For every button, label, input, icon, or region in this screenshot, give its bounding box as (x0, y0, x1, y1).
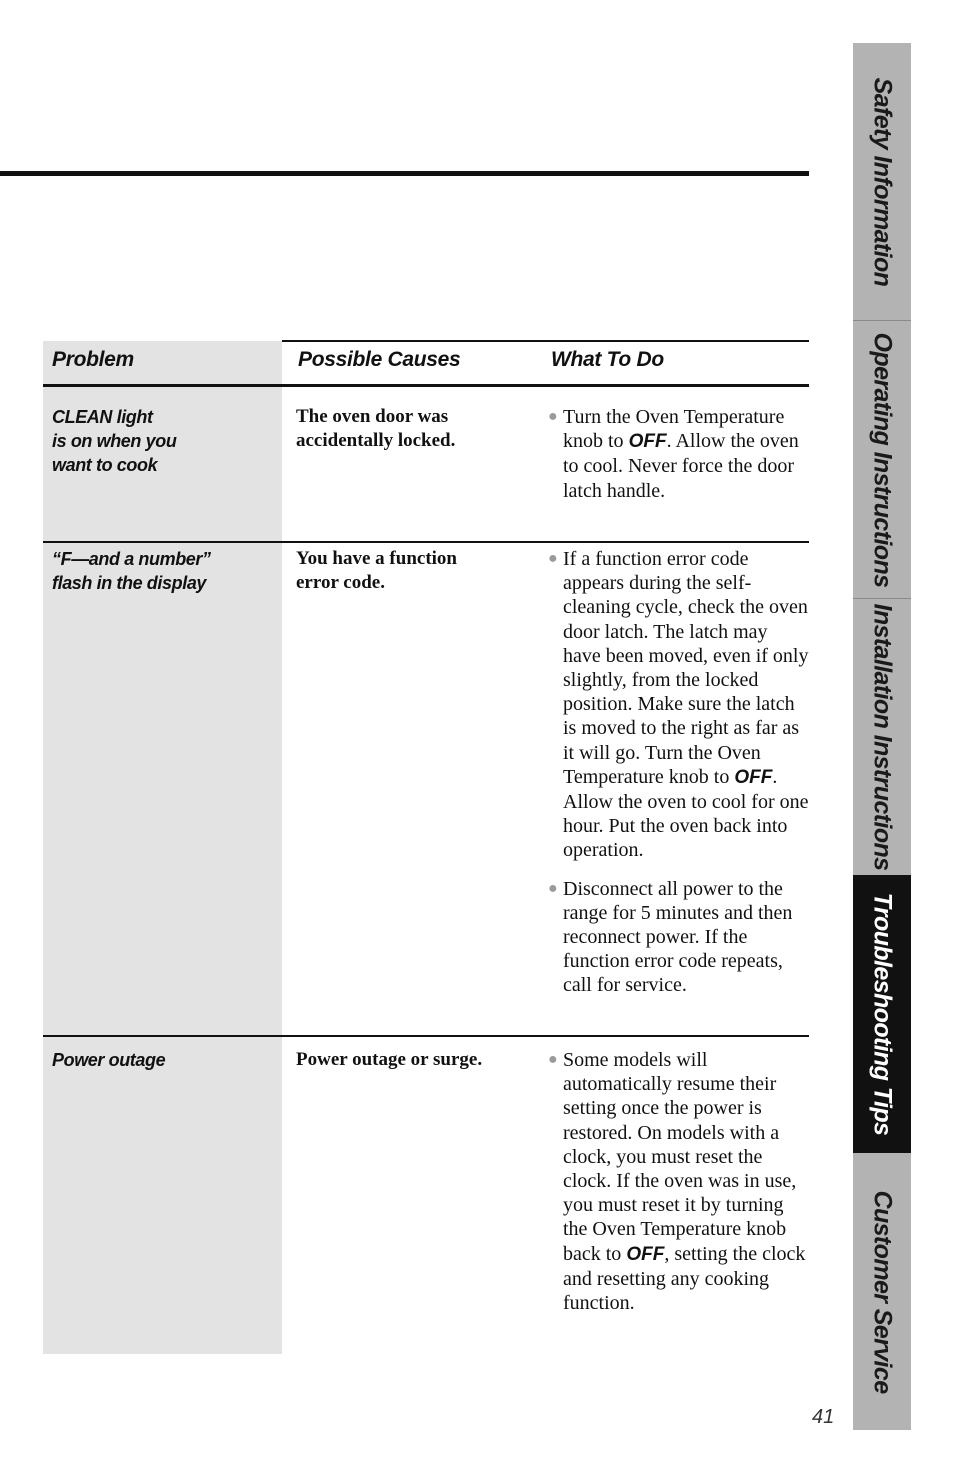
todo-bullet: ● If a function error code appears during the self-cleaning cycle, check the oven door latch. The latch may have been moved, even if only slightly, from the locked position. Make sure the latch is moved to the right as far as it will go. Turn the Oven Temperature knob to OFF. Allow the oven to cool for one hour. Put the oven back into operation. (548, 548, 809, 862)
page-number: 41 (812, 1406, 835, 1428)
row-1-cause (296, 405, 541, 453)
bullet-dot-icon: ● (548, 1051, 558, 1068)
tab-label: Safety Information (868, 77, 897, 286)
bullet-dot-icon: ● (548, 550, 558, 567)
row-1-problem (52, 405, 277, 477)
tab-label: Troubleshooting Tips (868, 892, 897, 1136)
todo-bullet: ● Turn the Oven Temperature knob to OFF. Allow the oven to cool. Never force the door latch handle. (548, 406, 799, 502)
header-problem: Problem (52, 348, 134, 371)
cause-line: error code. (296, 572, 385, 593)
row-divider (43, 541, 809, 543)
row-2-cause (296, 547, 541, 595)
todo-bullet: ● Disconnect all power to the range for 5 minutes and then reconnect power. If the function error code repeats, call for service. (548, 877, 793, 997)
bullet-dot-icon: ● (548, 879, 558, 897)
tab-label: Customer Service (868, 1190, 897, 1393)
bullet-dot-icon: ● (548, 408, 558, 425)
header-possible-causes: Possible Causes (298, 348, 461, 371)
row-3-problem (52, 1048, 277, 1072)
problem-column-shading (43, 341, 282, 1354)
off-emphasis: OFF (628, 431, 667, 453)
row-1-what-to-do (548, 405, 810, 517)
top-rule (0, 171, 809, 176)
row-divider (43, 1035, 809, 1037)
off-emphasis: OFF (626, 1243, 665, 1265)
problem-line: “F—and a number” (52, 549, 211, 569)
off-emphasis: OFF (734, 766, 773, 788)
tab-installation-instructions[interactable] (853, 599, 911, 875)
header-bottom-rule (43, 384, 809, 387)
problem-line: flash in the display (52, 573, 207, 593)
tab-troubleshooting-tips[interactable] (853, 875, 911, 1153)
row-3-what-to-do (548, 1048, 810, 1329)
problem-line: Power outage (52, 1050, 166, 1070)
row-2-problem (52, 547, 277, 595)
cause-line: The oven door was (296, 406, 449, 427)
cause-line: accidentally locked. (296, 430, 456, 451)
tab-label: Operating Instructions (868, 332, 897, 587)
header-top-rule (282, 340, 809, 342)
tab-operating-instructions[interactable] (853, 321, 911, 598)
row-2-what-to-do (548, 547, 810, 1012)
todo-bullet: ● Some models will automatically resume their setting once the power is restored. On models with a clock, you must reset the clock. If the oven was in use, you must reset it by turning the Oven Temperature knob back to OFF, setting the clock and resetting any cooking function. (548, 1049, 806, 1315)
row-3-cause (296, 1048, 541, 1072)
problem-line: want to cook (52, 455, 158, 475)
header-what-to-do: What To Do (551, 348, 664, 371)
tab-label: Installation Instructions (868, 603, 897, 871)
tab-customer-service[interactable] (853, 1153, 911, 1430)
tab-safety-information[interactable] (853, 43, 911, 320)
cause-line: You have a function (296, 548, 457, 569)
cause-line: Power outage or surge. (296, 1049, 483, 1070)
problem-line: is on when you (52, 431, 177, 451)
problem-line: CLEAN light (52, 407, 153, 427)
